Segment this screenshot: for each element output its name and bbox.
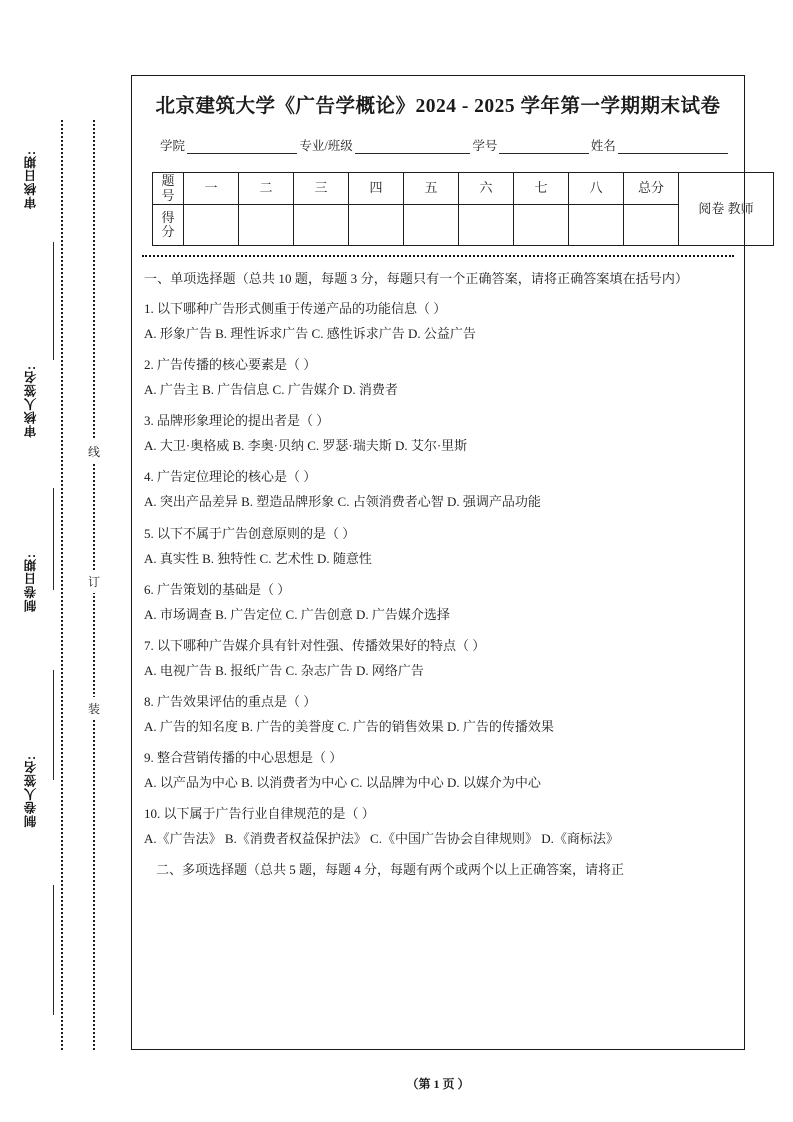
mark-cell-7[interactable] — [514, 205, 569, 246]
binding-char-staple: 装 — [84, 697, 104, 720]
mark-cell-3[interactable] — [294, 205, 349, 246]
binding-char-line: 线 — [84, 440, 104, 463]
page-footer: （第 1 页 ） — [406, 1077, 470, 1091]
question-8 — [144, 691, 734, 737]
question-6 — [144, 579, 734, 625]
page-title: 北京建筑大学《广告学概论》2024 - 2025 学年第一学期期末试卷 — [155, 96, 721, 117]
score-col-3: 三 — [294, 173, 349, 205]
field-input-major-class[interactable] — [355, 140, 471, 154]
question-1-stem: 1. 以下哪种广告形式侧重于传递产品的功能信息（ ） — [144, 301, 447, 317]
question-10 — [144, 803, 734, 849]
question-10-stem: 10. 以下属于广告行业自律规范的是（ ） — [144, 805, 375, 821]
question-2-stem: 2. 广告传播的核心要素是（ ） — [144, 357, 317, 373]
question-2 — [144, 354, 734, 400]
score-table-row-header-marks — [153, 205, 184, 246]
question-5-stem: 5. 以下不属于广告创意原则的是（ ） — [144, 525, 356, 541]
question-7 — [144, 635, 734, 681]
score-table — [152, 172, 774, 246]
table-row — [153, 173, 774, 205]
question-6-options[interactable]: A. 市场调查 B. 广告定位 C. 广告创意 D. 广告媒介选择 — [144, 606, 450, 622]
mark-cell-5[interactable] — [404, 205, 459, 246]
question-5 — [144, 523, 734, 569]
question-3-options[interactable]: A. 大卫·奥格威 B. 李奥·贝纳 C. 罗瑟·瑞夫斯 D. 艾尔·里斯 — [144, 438, 468, 454]
question-4 — [144, 466, 734, 512]
score-col-2: 二 — [239, 173, 294, 205]
binding-rule-2 — [53, 488, 54, 590]
question-1 — [144, 298, 734, 344]
rowhead-char-2: 号 — [161, 187, 175, 203]
binding-char-bind: 订 — [84, 570, 104, 593]
binding-label-make-date: 制卷日期: — [24, 553, 38, 613]
score-table-row-header-question — [153, 173, 184, 205]
markhead-char-1: 得 — [161, 209, 175, 225]
mark-cell-2[interactable] — [239, 205, 294, 246]
field-label-college: 学院 — [160, 139, 186, 153]
binding-rule-4 — [53, 885, 54, 1015]
question-10-options[interactable]: A.《广告法》 B.《消费者权益保护法》 C.《中国广告协会自律规则》 D.《商标法》 — [144, 831, 619, 847]
score-col-1: 一 — [184, 173, 239, 205]
score-col-5: 五 — [404, 173, 459, 205]
binding-label-maker-signature: 制卷人签名: — [24, 755, 38, 828]
student-info-line — [160, 136, 730, 154]
mark-cell-6[interactable] — [459, 205, 514, 246]
binding-margin — [22, 150, 62, 1030]
question-6-stem: 6. 广告策划的基础是（ ） — [144, 581, 291, 597]
question-7-options[interactable]: A. 电视广告 B. 报纸广告 C. 杂志广告 D. 网络广告 — [144, 662, 424, 678]
binding-label-reviewer-signature: 审核人签名: — [24, 365, 38, 438]
field-input-college[interactable] — [187, 140, 297, 154]
score-col-8: 八 — [569, 173, 624, 205]
field-label-student-id: 学号 — [472, 139, 498, 153]
mark-cell-4[interactable] — [349, 205, 404, 246]
score-col-total: 总分 — [624, 173, 679, 205]
grader-char-2: 教师 — [727, 200, 754, 216]
question-4-stem: 4. 广告定位理论的核心是（ ） — [144, 469, 317, 485]
question-5-options[interactable]: A. 真实性 B. 独特性 C. 艺术性 D. 随意性 — [144, 550, 372, 566]
score-col-4: 四 — [349, 173, 404, 205]
mark-cell-1[interactable] — [184, 205, 239, 246]
question-8-options[interactable]: A. 广告的知名度 B. 广告的美誉度 C. 广告的销售效果 D. 广告的传播效果 — [144, 718, 554, 734]
question-4-options[interactable]: A. 突出产品差异 B. 塑造品牌形象 C. 占领消费者心智 D. 强调产品功能 — [144, 494, 541, 510]
field-input-student-id[interactable] — [499, 140, 588, 154]
field-label-major-class: 专业/班级 — [299, 139, 353, 153]
question-9-stem: 9. 整合营销传播的中心思想是（ ） — [144, 749, 343, 765]
field-input-name[interactable] — [618, 140, 728, 154]
question-2-options[interactable]: A. 广告主 B. 广告信息 C. 广告媒介 D. 消费者 — [144, 382, 398, 398]
question-9-options[interactable]: A. 以产品为中心 B. 以消费者为中心 C. 以品牌为中心 D. 以媒介为中心 — [144, 774, 541, 790]
score-col-6: 六 — [459, 173, 514, 205]
grader-char-1: 阅卷 — [698, 200, 725, 216]
score-col-7: 七 — [514, 173, 569, 205]
question-9 — [144, 747, 734, 793]
binding-dotted-line-outer — [61, 120, 63, 1050]
field-label-name: 姓名 — [590, 139, 616, 153]
section-two-heading: 二、多项选择题（总共 5 题，每题 4 分，每题有两个或两个以上正确答案，请将正 — [156, 862, 625, 878]
question-body — [144, 268, 734, 880]
question-7-stem: 7. 以下哪种广告媒介具有针对性强、传播效果好的特点（ ） — [144, 637, 486, 653]
binding-label-review-date: 审核日期: — [24, 150, 38, 210]
score-table-wrapper — [152, 172, 754, 246]
binding-rule-3 — [53, 670, 54, 780]
rowhead-char-1: 题 — [161, 173, 175, 188]
question-8-stem: 8. 广告效果评估的重点是（ ） — [144, 693, 317, 709]
binding-rule-1 — [53, 242, 54, 360]
question-1-options[interactable]: A. 形象广告 B. 理性诉求广告 C. 感性诉求广告 D. 公益广告 — [144, 326, 476, 342]
mark-cell-8[interactable] — [569, 205, 624, 246]
section-divider — [142, 255, 734, 257]
question-3-stem: 3. 品牌形象理论的提出者是（ ） — [144, 413, 330, 429]
mark-cell-total[interactable] — [624, 205, 679, 246]
markhead-char-2: 分 — [161, 224, 175, 240]
exam-paper-frame — [131, 75, 754, 1050]
score-col-grader — [679, 173, 774, 246]
section-one-heading: 一、单项选择题（总共 10 题，每题 3 分，每题只有一个正确答案，请将正确答案填在括号内） — [144, 271, 689, 287]
question-3 — [144, 410, 734, 456]
